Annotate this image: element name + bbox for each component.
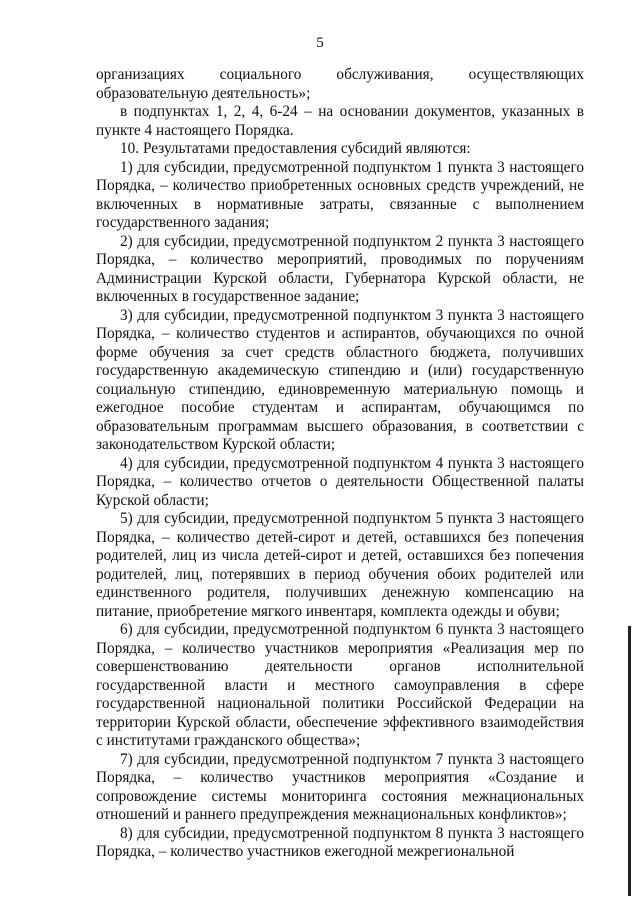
list-item-6: 6) для субсидии, предусмотренной подпунктом 6 пункта 3 настоящего Порядка, – количество участников мероприятия «Реализация мер по совершенствованию деятельности органов исполнительной государственной власти и местного самоуправления в сфере государственной национальной политики Российской Федерации на территории Курской области, обеспечение эффективного взаимодействия с институтами гражданского общества»; [96, 621, 584, 749]
list-item-5: 5) для субсидии, предусмотренной подпунктом 5 пункта 3 настоящего Порядка, – количество детей-сирот и детей, оставшихся без попечения родителей, лиц из числа детей-сирот и детей, оставшихся без попечения родителей, лиц, потерявших в период обучения обоих родителей или единственного родителя, получивших денежную компенсацию на питание, приобретение мягкого инвентаря, комплекта одежды и обуви; [96, 510, 584, 620]
paragraph-section-10: 10. Результатами предоставления субсидий являются: [120, 140, 471, 157]
scan-edge-mark [628, 626, 631, 896]
list-item-3: 3) для субсидии, предусмотренной подпунктом 3 пункта 3 настоящего Порядка, – количество студентов и аспирантов, обучающихся по очной форме обучения за счет средств областного бюджета, получивших государственную академическую стипендию и (или) государственную социальную стипендию, единовременную материальную помощь и ежегодное пособие студентам и аспирантам, обучающимся по образовательным программам высшего образования, в соответствии с законодательством Курской области; [96, 306, 584, 453]
list-item-4: 4) для субсидии, предусмотренной подпунктом 4 пункта 3 настоящего Порядка, – количество отчетов о деятельности Общественной палаты Курской области; [96, 454, 584, 509]
list-item-8: 8) для субсидии, предусмотренной подпунктом 8 пункта 3 настоящего Порядка, – количество участников ежегодной межрегиональной [96, 824, 584, 860]
paragraph-continuation: организациях социального обслуживания, осуществляющих образовательную деятельность»; [96, 66, 584, 102]
document-body [96, 66, 584, 862]
page-number: 5 [316, 35, 324, 51]
paragraph-subpoints-basis: в подпунктах 1, 2, 4, 6-24 – на основании документов, указанных в пункте 4 настоящего Порядка. [96, 103, 584, 139]
list-item-1: 1) для субсидии, предусмотренной подпунктом 1 пункта 3 настоящего Порядка, – количество приобретенных основных средств учреждений, не включенных в нормативные затраты, связанные с выполнением государственного задания; [96, 158, 584, 231]
list-item-2: 2) для субсидии, предусмотренной подпунктом 2 пункта 3 настоящего Порядка, – количество мероприятий, проводимых по поручениям Администрации Курской области, Губернатора Курской области, не включенных в государственное задание; [96, 232, 584, 305]
list-item-7: 7) для субсидии, предусмотренной подпунктом 7 пункта 3 настоящего Порядка, – количество участников мероприятия «Создание и сопровождение системы мониторинга состояния межнациональных отношений и раннего предупреждения межнациональных конфликтов»; [96, 750, 584, 823]
